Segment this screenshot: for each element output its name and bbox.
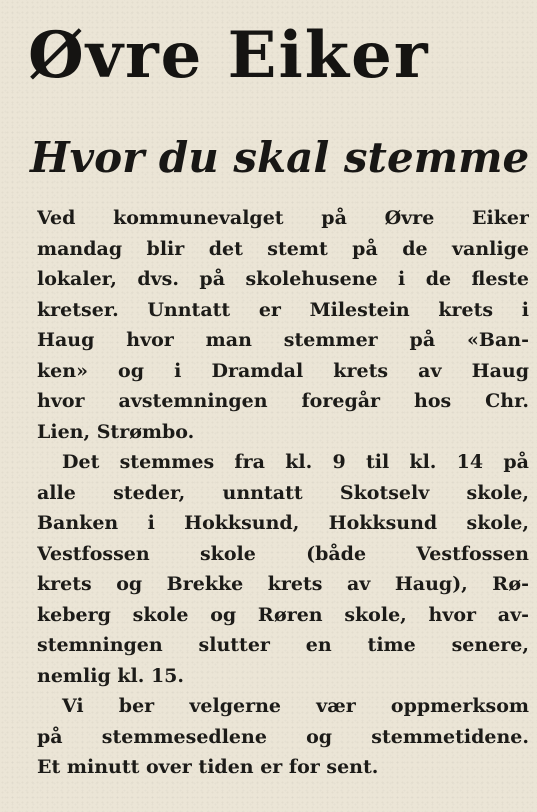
article-body <box>37 203 529 783</box>
article-line: Det stemmes fra kl. 9 til kl. 14 på <box>62 451 529 473</box>
article-line: mandag blir det stemt på de vanlige <box>37 237 529 260</box>
article-line: Lien, Strømbo. <box>37 420 195 443</box>
article-line: nemlig kl. 15. <box>37 664 185 687</box>
article-line: ken» og i Dramdal krets av Haug <box>37 359 529 382</box>
article-line: Ved kommunevalget på Øvre Eiker <box>37 207 529 229</box>
article-line: Et minutt over tiden er for sent. <box>37 756 379 778</box>
article-line: krets og Brekke krets av Haug), Rø- <box>37 573 529 595</box>
article-line: keberg skole og Røren skole, hvor av- <box>37 603 529 626</box>
article-line: Vestfossen skole (både Vestfossen <box>37 542 529 565</box>
article-line: på stemmesedlene og stemmetidene. <box>37 725 529 748</box>
article-line: lokaler, dvs. på skolehusene i de fleste <box>37 268 529 290</box>
article-line: Banken i Hokksund, Hokksund skole, <box>37 512 529 534</box>
subheadline: Hvor du skal stemme <box>30 133 530 182</box>
article-line: hvor avstemningen foregår hos Chr. <box>37 390 529 412</box>
article-line: alle steder, unntatt Skotselv skole, <box>37 481 529 504</box>
article-line: kretser. Unntatt er Milestein krets i <box>37 298 529 321</box>
headline: Øvre Eiker <box>28 18 430 93</box>
article-line: Vi ber velgerne vær oppmerksom <box>62 695 529 717</box>
article-line: Haug hvor man stemmer på «Ban- <box>37 329 529 351</box>
article-line: stemningen slutter en time senere, <box>37 634 529 656</box>
